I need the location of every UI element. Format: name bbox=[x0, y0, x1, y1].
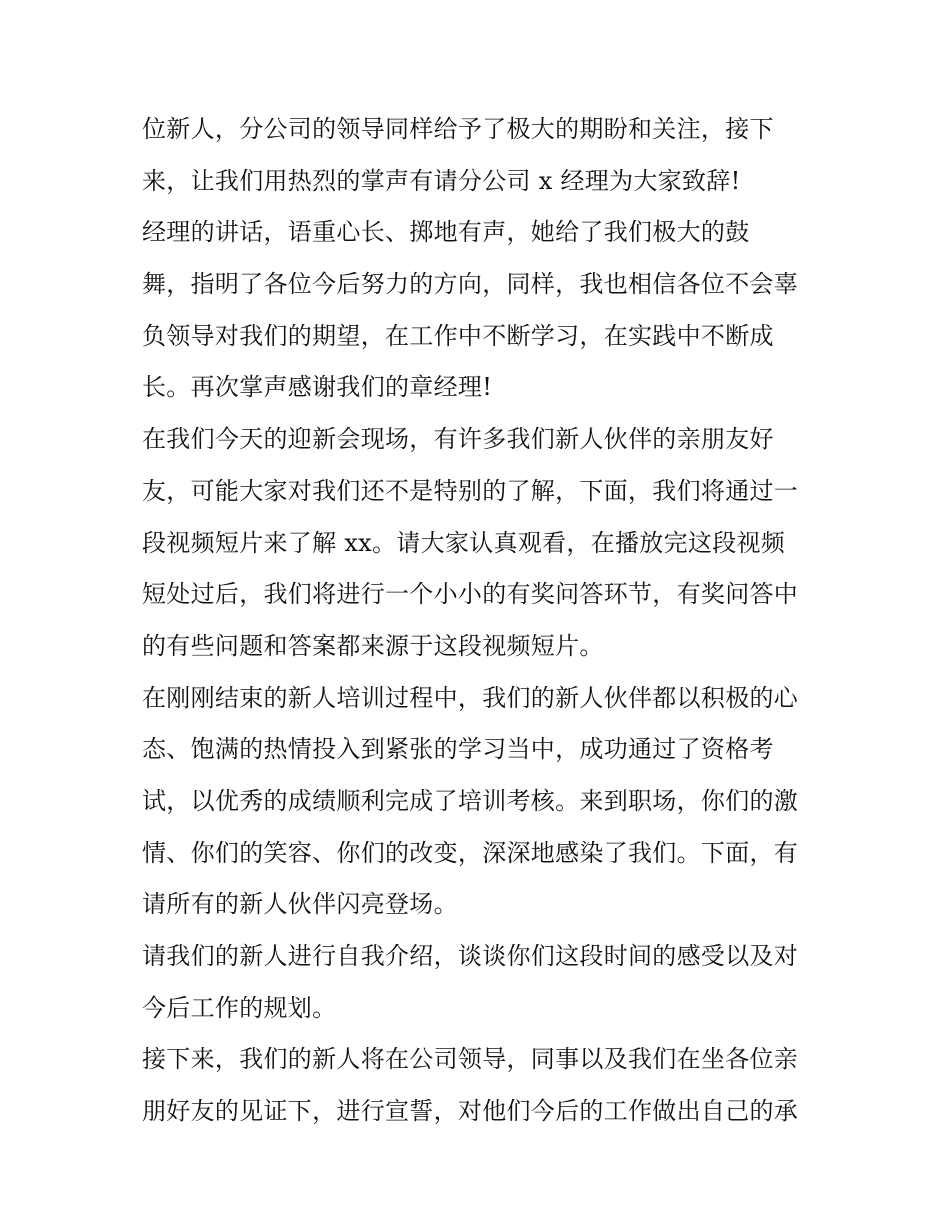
text-line: 的有些问题和答案都来源于这段视频短片。 bbox=[142, 631, 604, 660]
text-line: 段视频短片来了解 xx。请大家认真观看，在播放完这段视频 bbox=[142, 528, 786, 557]
text-line: 态、饱满的热情投入到紧张的学习当中，成功通过了资格考 bbox=[142, 735, 774, 764]
text-line: 舞，指明了各位今后努力的方向，同样，我也相信各位不会辜 bbox=[142, 270, 799, 299]
text-line: 今后工作的规划。 bbox=[142, 993, 337, 1022]
text-line: 在我们今天的迎新会现场，有许多我们新人伙伴的亲朋友好 bbox=[142, 425, 774, 454]
text-line: 试，以优秀的成绩顺利完成了培训考核。来到职场，你们的激 bbox=[142, 786, 799, 815]
text-line: 请我们的新人进行自我介绍，谈谈你们这段时间的感受以及对 bbox=[142, 942, 799, 970]
text-line: 朋好友的见证下，进行宣誓，对他们今后的工作做出自己的承 bbox=[142, 1097, 799, 1126]
text-line: 短处过后，我们将进行一个小小的有奖问答环节，有奖问答中 bbox=[142, 580, 799, 609]
text-line: 情、你们的笑容、你们的改变，深深地感染了我们。下面，有 bbox=[142, 838, 799, 867]
text-line: 友，可能大家对我们还不是特别的了解，下面，我们将通过一 bbox=[142, 476, 799, 505]
text-line: 请所有的新人伙伴闪亮登场。 bbox=[142, 890, 458, 919]
document-body bbox=[142, 104, 822, 1138]
text-line: 位新人，分公司的领导同样给予了极大的期盼和关注，接下 bbox=[142, 115, 774, 143]
text-line: 在刚刚结束的新人培训过程中，我们的新人伙伴都以积极的心 bbox=[142, 683, 799, 712]
text-line: 负领导对我们的期望，在工作中不断学习，在实践中不断成 bbox=[142, 321, 774, 350]
text-line: 来，让我们用热烈的掌声有请分公司 x 经理为大家致辞! bbox=[142, 166, 741, 195]
text-line: 经理的讲话，语重心长、掷地有声，她给了我们极大的鼓 bbox=[142, 218, 750, 247]
text-line: 接下来，我们的新人将在公司领导，同事以及我们在坐各位亲 bbox=[142, 1045, 799, 1074]
text-line: 长。再次掌声感谢我们的章经理! bbox=[142, 373, 493, 402]
